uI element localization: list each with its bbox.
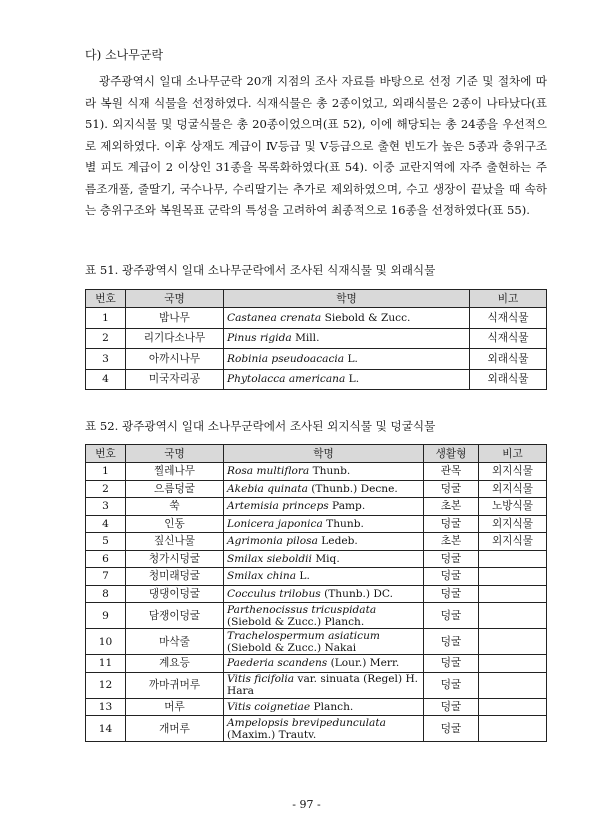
planted-and-alien-plants-table	[85, 289, 547, 390]
latin-binomial: Akebia quinata	[227, 482, 308, 495]
life-form-cell: 덩굴	[424, 655, 479, 673]
number-cell: 2	[86, 328, 126, 349]
column-header-korean-name: 국명	[126, 290, 224, 308]
author-citation: var. sinuata (Regel) H. Hara	[227, 673, 419, 697]
latin-binomial: Castanea crenata	[227, 311, 322, 324]
author-citation: L.	[348, 373, 360, 386]
life-form-cell: 덩굴	[424, 550, 479, 568]
section-heading: 다) 소나무군락	[85, 48, 164, 62]
author-citation: L.	[299, 570, 310, 583]
scientific-name-cell	[224, 698, 424, 716]
korean-name-cell: 머루	[126, 698, 224, 716]
number-cell: 1	[86, 463, 126, 481]
author-citation: Thunb.	[312, 465, 351, 478]
number-cell: 8	[86, 585, 126, 603]
column-header-number: 번호	[86, 445, 126, 463]
number-cell: 7	[86, 568, 126, 586]
latin-binomial: Cocculus trilobus	[227, 587, 321, 600]
table-row	[86, 655, 547, 673]
latin-binomial: Phytolacca americana	[227, 373, 346, 386]
table-row	[86, 698, 547, 716]
scientific-name-cell	[224, 480, 424, 498]
korean-name-cell: 아까시나무	[126, 349, 224, 370]
table-row	[86, 629, 547, 655]
table-row	[86, 498, 547, 516]
korean-name-cell: 리기다소나무	[126, 328, 224, 349]
scientific-name-cell	[224, 463, 424, 481]
korean-name-cell: 밤나무	[126, 308, 224, 329]
number-cell: 5	[86, 533, 126, 551]
table-row	[86, 550, 547, 568]
table52-caption: 표 52. 광주광역시 일대 소나무군락에서 조사된 외지식물 및 덩굴식물	[85, 419, 436, 433]
note-cell: 식재식물	[470, 328, 547, 349]
latin-binomial: Agrimonia pilosa	[227, 535, 318, 548]
table-row	[86, 349, 547, 370]
korean-name-cell: 으름덩굴	[126, 480, 224, 498]
note-cell	[479, 716, 547, 742]
table-row	[86, 568, 547, 586]
note-cell	[479, 629, 547, 655]
korean-name-cell: 개머루	[126, 716, 224, 742]
column-header-korean-name: 국명	[126, 445, 224, 463]
life-form-cell: 초본	[424, 498, 479, 516]
number-cell: 4	[86, 369, 126, 390]
table-row	[86, 328, 547, 349]
page-number: - 97 -	[292, 798, 321, 811]
scientific-name-cell	[224, 672, 424, 698]
column-header-note: 비고	[470, 290, 547, 308]
latin-binomial: Trachelospermum asiaticum	[227, 629, 380, 642]
korean-name-cell: 까마귀머루	[126, 672, 224, 698]
scientific-name-cell	[224, 585, 424, 603]
note-cell: 외지식물	[479, 463, 547, 481]
life-form-cell: 덩굴	[424, 716, 479, 742]
number-cell: 13	[86, 698, 126, 716]
note-cell: 노방식물	[479, 498, 547, 516]
korean-name-cell: 쑥	[126, 498, 224, 516]
latin-binomial: Artemisia princeps	[227, 500, 329, 513]
number-cell: 12	[86, 672, 126, 698]
number-cell: 2	[86, 480, 126, 498]
author-citation: (Siebold & Zucc.) Planch.	[227, 615, 365, 628]
author-citation: Miq.	[315, 552, 340, 565]
author-citation: Pamp.	[332, 500, 366, 513]
author-citation: Ledeb.	[321, 535, 358, 548]
scientific-name-cell	[224, 515, 424, 533]
table-row	[86, 369, 547, 390]
scientific-name-cell	[224, 629, 424, 655]
column-header-life-form: 생활형	[424, 445, 479, 463]
note-cell: 외래식물	[470, 349, 547, 370]
table-row	[86, 515, 547, 533]
number-cell: 6	[86, 550, 126, 568]
korean-name-cell: 청미래덩굴	[126, 568, 224, 586]
latin-binomial: Ampelopsis brevipedunculata	[227, 716, 386, 729]
life-form-cell: 덩굴	[424, 480, 479, 498]
table-row	[86, 672, 547, 698]
latin-binomial: Vitis ficifolia	[227, 673, 295, 685]
exotic-and-vine-plants-table	[85, 444, 547, 742]
author-citation: (Thunb.) Decne.	[311, 482, 398, 495]
note-cell: 외래식물	[470, 369, 547, 390]
korean-name-cell: 마삭줄	[126, 629, 224, 655]
note-cell	[479, 672, 547, 698]
note-cell	[479, 585, 547, 603]
korean-name-cell: 계요등	[126, 655, 224, 673]
table-row	[86, 480, 547, 498]
latin-binomial: Paederia scandens	[227, 657, 328, 670]
life-form-cell: 덩굴	[424, 568, 479, 586]
korean-name-cell: 댕댕이덩굴	[126, 585, 224, 603]
scientific-name-cell	[224, 550, 424, 568]
latin-binomial: Rosa multiflora	[227, 465, 310, 478]
table51-caption: 표 51. 광주광역시 일대 소나무군락에서 조사된 식재식물 및 외래식물	[85, 263, 436, 277]
column-header-note: 비고	[479, 445, 547, 463]
note-cell	[479, 603, 547, 629]
scientific-name-cell	[224, 498, 424, 516]
scientific-name-cell	[224, 349, 470, 370]
author-citation: (Thunb.) DC.	[324, 587, 393, 600]
author-citation: Mill.	[295, 332, 320, 345]
author-citation: Planch.	[313, 700, 354, 713]
scientific-name-cell	[224, 369, 470, 390]
life-form-cell: 덩굴	[424, 585, 479, 603]
author-citation: (Siebold & Zucc.) Nakai	[227, 641, 357, 654]
latin-binomial: Parthenocissus tricuspidata	[227, 603, 377, 616]
note-cell	[479, 550, 547, 568]
author-citation: (Lour.) Merr.	[330, 657, 400, 670]
number-cell: 14	[86, 716, 126, 742]
korean-name-cell: 청가시덩굴	[126, 550, 224, 568]
author-citation: (Maxim.) Trautv.	[227, 728, 317, 741]
author-citation: L.	[347, 352, 358, 365]
life-form-cell: 관목	[424, 463, 479, 481]
table-row	[86, 463, 547, 481]
table52-body	[86, 463, 547, 742]
life-form-cell: 덩굴	[424, 672, 479, 698]
life-form-cell: 덩굴	[424, 603, 479, 629]
table51-body	[86, 308, 547, 390]
number-cell: 1	[86, 308, 126, 329]
number-cell: 9	[86, 603, 126, 629]
note-cell: 외지식물	[479, 533, 547, 551]
scientific-name-cell	[224, 328, 470, 349]
scientific-name-cell	[224, 655, 424, 673]
life-form-cell: 덩굴	[424, 515, 479, 533]
scientific-name-cell	[224, 308, 470, 329]
scientific-name-cell	[224, 603, 424, 629]
latin-binomial: Vitis coignetiae	[227, 700, 311, 713]
note-cell	[479, 568, 547, 586]
scientific-name-cell	[224, 716, 424, 742]
scientific-name-cell	[224, 533, 424, 551]
life-form-cell: 덩굴	[424, 698, 479, 716]
life-form-cell: 초본	[424, 533, 479, 551]
author-citation: Thunb.	[326, 517, 364, 530]
table-row	[86, 716, 547, 742]
korean-name-cell: 담쟁이덩굴	[126, 603, 224, 629]
korean-name-cell: 짚신나물	[126, 533, 224, 551]
body-paragraph: 광주광역시 일대 소나무군락 20개 지점의 조사 자료를 바탕으로 선정 기준 및 절차에 따라 복원 식재 식물을 선정하였다. 식재식물은 총 2종이었고, 외래식물은 2종이 나타났다(표 51). 외지식물 및 덩굴식물은 총 20종이었으며(표 52), 이에 해당되는 총 24종을 우선적으로 제외하였다. 이후 상재도 계급이 Ⅳ등급 및 Ⅴ등급으로 출현 빈도가 높은 5종과 층위구조 별 피도 계급이 2 이상인 31종을 목록화하였다(표 54). 이중 교란지역에 자주 출현하는 주름조개풀, 줄딸기, 국수나무, 수리딸기는 추가로 제외하였으며, 수고 생장이 끝났을 때 속하는 층위구조와 복원목표 군락의 특성을 고려하여 최종적으로 16종을 선정하였다(표 55).	[85, 74, 547, 217]
number-cell: 4	[86, 515, 126, 533]
note-cell	[479, 698, 547, 716]
number-cell: 10	[86, 629, 126, 655]
scientific-name-cell	[224, 568, 424, 586]
column-header-number: 번호	[86, 290, 126, 308]
latin-binomial: Robinia pseudoacacia	[227, 352, 345, 365]
table-row	[86, 603, 547, 629]
number-cell: 3	[86, 349, 126, 370]
author-citation: Siebold & Zucc.	[324, 311, 411, 324]
latin-binomial: Pinus rigida	[227, 332, 292, 345]
korean-name-cell: 인동	[126, 515, 224, 533]
note-cell	[479, 655, 547, 673]
column-header-scientific-name: 학명	[224, 290, 470, 308]
table-row	[86, 585, 547, 603]
note-cell: 외지식물	[479, 515, 547, 533]
note-cell: 외지식물	[479, 480, 547, 498]
number-cell: 11	[86, 655, 126, 673]
column-header-scientific-name: 학명	[224, 445, 424, 463]
table-row	[86, 308, 547, 329]
life-form-cell: 덩굴	[424, 629, 479, 655]
korean-name-cell: 찔레나무	[126, 463, 224, 481]
note-cell: 식재식물	[470, 308, 547, 329]
latin-binomial: Smilax china	[227, 570, 297, 583]
latin-binomial: Smilax sieboldii	[227, 552, 312, 565]
table-row	[86, 533, 547, 551]
number-cell: 3	[86, 498, 126, 516]
korean-name-cell: 미국자리공	[126, 369, 224, 390]
latin-binomial: Lonicera japonica	[227, 517, 323, 530]
